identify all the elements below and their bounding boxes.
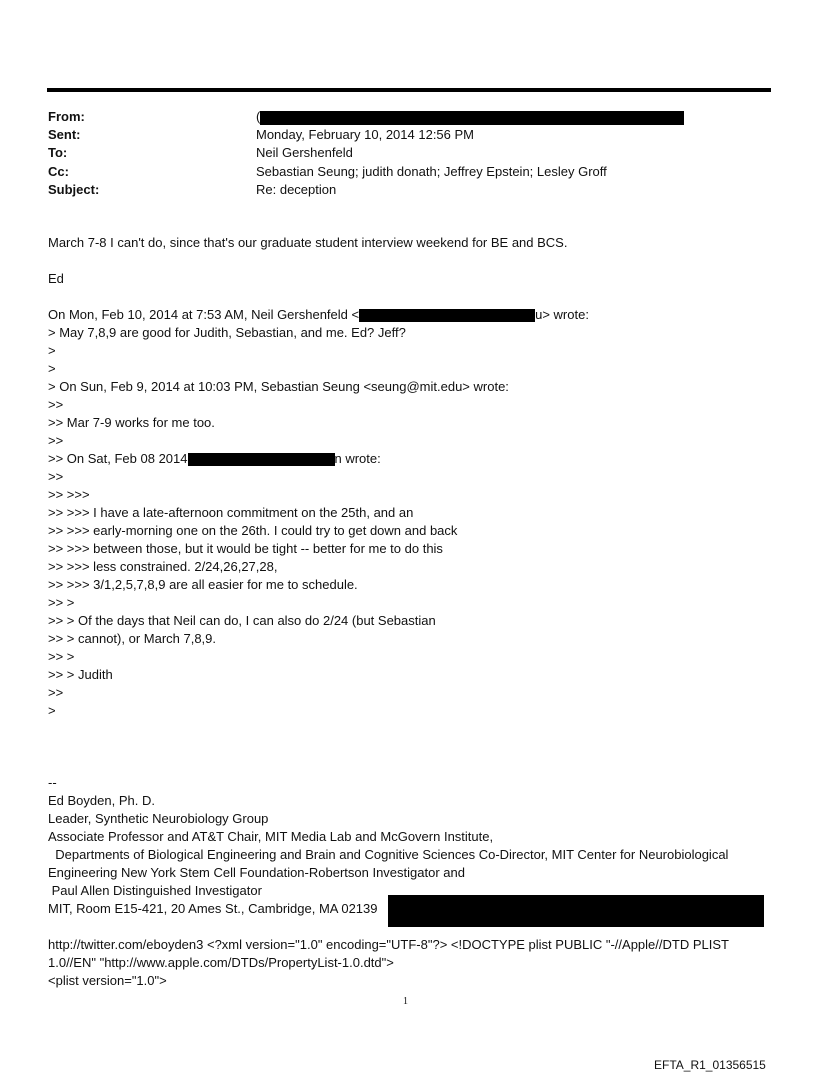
sig-name: Ed Boyden, Ph. D. bbox=[48, 793, 155, 808]
page-number: 1 bbox=[403, 996, 408, 1007]
sig-line: Departments of Biological Engineering and Brain and Cognitive Sciences Co-Director, MIT Center for Neurobiological bbox=[48, 847, 729, 862]
redaction-box bbox=[359, 309, 535, 322]
sig-dashes: -- bbox=[48, 775, 57, 790]
quote-line: >> > Of the days that Neil can do, I can also do 2/24 (but Sebastian bbox=[48, 613, 436, 628]
quote-line: >> >>> bbox=[48, 487, 90, 502]
to-row bbox=[48, 144, 684, 162]
from-label: From: bbox=[48, 109, 85, 124]
cc-row bbox=[48, 163, 684, 181]
bates-number: EFTA_R1_01356515 bbox=[654, 1058, 766, 1072]
cc-value: Sebastian Seung; judith donath; Jeffrey Epstein; Lesley Groff bbox=[256, 163, 607, 179]
to-value: Neil Gershenfeld bbox=[256, 145, 353, 161]
quote-line: >> > Judith bbox=[48, 667, 113, 682]
sig-line: Associate Professor and AT&T Chair, MIT Media Lab and McGovern Institute, bbox=[48, 829, 494, 844]
quote-line: > May 7,8,9 are good for Judith, Sebastian, and me. Ed? Jeff? bbox=[48, 325, 406, 340]
email-header bbox=[48, 108, 684, 199]
redaction-box bbox=[388, 895, 764, 927]
header-rule bbox=[47, 88, 771, 92]
quote-line: >> > bbox=[48, 649, 75, 664]
sig-line: Engineering New York Stem Cell Foundation-Robertson Investigator and bbox=[48, 865, 465, 880]
subject-value: Re: deception bbox=[256, 181, 337, 197]
sent-label: Sent: bbox=[48, 127, 81, 143]
quote-line: > bbox=[48, 703, 56, 718]
body-paragraph: March 7-8 I can't do, since that's our graduate student interview weekend for BE and BCS. bbox=[48, 235, 568, 250]
sig-line: Leader, Synthetic Neurobiology Group bbox=[48, 811, 269, 826]
quote-line: > bbox=[48, 343, 56, 358]
quote-line: >> bbox=[48, 397, 64, 412]
email-body bbox=[48, 234, 778, 990]
subject-label: Subject: bbox=[48, 181, 100, 197]
sig-line: http://twitter.com/eboyden3 <?xml version="1.0" encoding="UTF-8"?> <!DOCTYPE plist PUBLIC "-//Apple//DTD PLIST 1.0//EN" "http://www.apple.com/DTDs/PropertyList-1.0.dtd"> bbox=[48, 937, 729, 970]
quote-line: > On Sun, Feb 9, 2014 at 10:03 PM, Sebastian Seung <seung@mit.edu> wrote: bbox=[48, 379, 509, 394]
quote-line: On Mon, Feb 10, 2014 at 7:53 AM, Neil Gershenfeld < u> wrote: bbox=[48, 307, 589, 322]
sig-line: Paul Allen Distinguished Investigator bbox=[48, 883, 262, 898]
quote-line: >> Mar 7-9 works for me too. bbox=[48, 415, 215, 430]
body-signoff: Ed bbox=[48, 271, 64, 286]
quote-line: >> >>> 3/1,2,5,7,8,9 are all easier for me to schedule. bbox=[48, 577, 358, 592]
quote-line: >> > bbox=[48, 595, 75, 610]
quote-line: >> >>> between those, but it would be tight -- better for me to do this bbox=[48, 541, 443, 556]
from-value: ( bbox=[256, 109, 261, 124]
to-label: To: bbox=[48, 145, 68, 161]
sig-line: MIT, Room E15-421, 20 Ames St., Cambridge, MA 02139 bbox=[48, 900, 778, 918]
quote-line: >> > cannot), or March 7,8,9. bbox=[48, 631, 217, 646]
quote-line: >> >>> I have a late-afternoon commitment on the 25th, and an bbox=[48, 505, 414, 520]
sig-line: <plist version="1.0"> bbox=[48, 973, 167, 988]
cc-label: Cc: bbox=[48, 163, 69, 179]
sent-value: Monday, February 10, 2014 12:56 PM bbox=[256, 127, 474, 143]
quote-line: >> bbox=[48, 469, 64, 484]
quote-line: >> >>> early-morning one on the 26th. I could try to get down and back bbox=[48, 523, 458, 538]
from-row bbox=[48, 108, 684, 126]
redaction-box bbox=[260, 111, 684, 125]
quote-line: >> bbox=[48, 433, 64, 448]
quote-line: >> bbox=[48, 685, 64, 700]
quote-line: >> >>> less constrained. 2/24,26,27,28, bbox=[48, 559, 278, 574]
sent-row bbox=[48, 126, 684, 144]
quote-line: >> On Sat, Feb 08 2014 n wrote: bbox=[48, 451, 381, 466]
redaction-box bbox=[188, 453, 335, 466]
quote-line: > bbox=[48, 361, 56, 376]
subject-row bbox=[48, 181, 684, 199]
